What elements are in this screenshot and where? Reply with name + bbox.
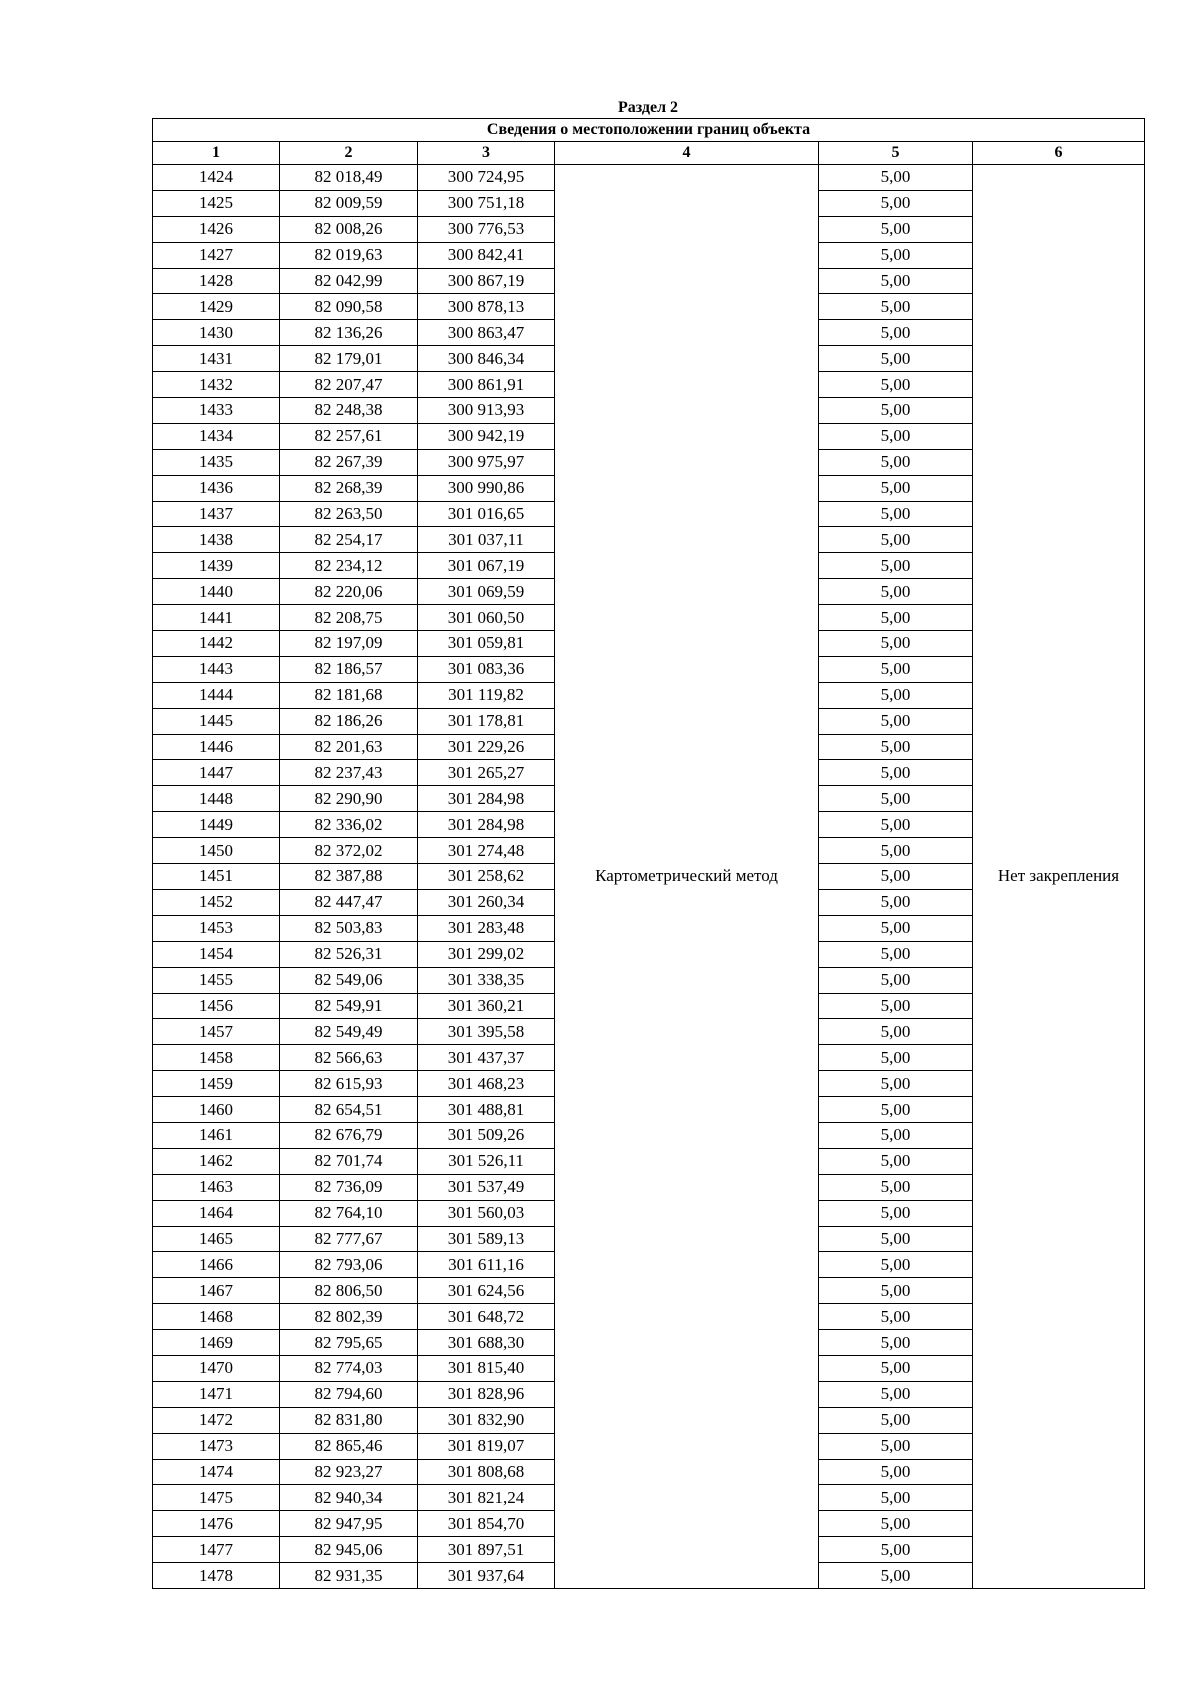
x-coordinate-cell: 82 923,27 [280,1459,418,1485]
accuracy-cell: 5,00 [819,656,973,682]
accuracy-cell: 5,00 [819,398,973,424]
y-coordinate-cell: 301 229,26 [418,734,555,760]
x-coordinate-cell: 82 008,26 [280,216,418,242]
accuracy-cell: 5,00 [819,812,973,838]
accuracy-cell: 5,00 [819,1433,973,1459]
accuracy-cell: 5,00 [819,268,973,294]
point-number-cell: 1467 [153,1278,280,1304]
x-coordinate-cell: 82 795,65 [280,1330,418,1356]
x-coordinate-cell: 82 549,06 [280,967,418,993]
x-coordinate-cell: 82 503,83 [280,915,418,941]
accuracy-cell: 5,00 [819,993,973,1019]
x-coordinate-cell: 82 387,88 [280,864,418,890]
y-coordinate-cell: 301 258,62 [418,864,555,890]
point-number-cell: 1464 [153,1200,280,1226]
point-number-cell: 1446 [153,734,280,760]
x-coordinate-cell: 82 207,47 [280,372,418,398]
y-coordinate-cell: 301 488,81 [418,1097,555,1123]
accuracy-cell: 5,00 [819,1071,973,1097]
accuracy-cell: 5,00 [819,1381,973,1407]
y-coordinate-cell: 301 828,96 [418,1381,555,1407]
x-coordinate-cell: 82 254,17 [280,527,418,553]
y-coordinate-cell: 300 776,53 [418,216,555,242]
accuracy-cell: 5,00 [819,708,973,734]
accuracy-cell: 5,00 [819,1537,973,1563]
accuracy-cell: 5,00 [819,786,973,812]
accuracy-cell: 5,00 [819,320,973,346]
y-coordinate-cell: 300 751,18 [418,190,555,216]
accuracy-cell: 5,00 [819,1045,973,1071]
accuracy-cell: 5,00 [819,915,973,941]
x-coordinate-cell: 82 179,01 [280,346,418,372]
point-number-cell: 1436 [153,475,280,501]
x-coordinate-cell: 82 931,35 [280,1563,418,1589]
x-coordinate-cell: 82 263,50 [280,501,418,527]
y-coordinate-cell: 301 067,19 [418,553,555,579]
point-number-cell: 1431 [153,346,280,372]
y-coordinate-cell: 301 284,98 [418,786,555,812]
point-number-cell: 1427 [153,242,280,268]
x-coordinate-cell: 82 566,63 [280,1045,418,1071]
point-number-cell: 1450 [153,838,280,864]
y-coordinate-cell: 301 560,03 [418,1200,555,1226]
y-coordinate-cell: 301 589,13 [418,1226,555,1252]
y-coordinate-cell: 300 990,86 [418,475,555,501]
point-number-cell: 1447 [153,760,280,786]
point-number-cell: 1440 [153,579,280,605]
accuracy-cell: 5,00 [819,864,973,890]
x-coordinate-cell: 82 267,39 [280,449,418,475]
x-coordinate-cell: 82 526,31 [280,941,418,967]
accuracy-cell: 5,00 [819,553,973,579]
y-coordinate-cell: 301 624,56 [418,1278,555,1304]
y-coordinate-cell: 301 897,51 [418,1537,555,1563]
y-coordinate-cell: 301 437,37 [418,1045,555,1071]
point-number-cell: 1443 [153,656,280,682]
x-coordinate-cell: 82 290,90 [280,786,418,812]
x-coordinate-cell: 82 945,06 [280,1537,418,1563]
accuracy-cell: 5,00 [819,1122,973,1148]
y-coordinate-cell: 301 119,82 [418,682,555,708]
y-coordinate-cell: 301 059,81 [418,631,555,657]
x-coordinate-cell: 82 865,46 [280,1433,418,1459]
column-header: 1 [153,142,280,165]
y-coordinate-cell: 300 724,95 [418,165,555,191]
point-number-cell: 1476 [153,1511,280,1537]
table-row [153,165,1145,191]
accuracy-cell: 5,00 [819,579,973,605]
y-coordinate-cell: 301 360,21 [418,993,555,1019]
point-number-cell: 1477 [153,1537,280,1563]
x-coordinate-cell: 82 336,02 [280,812,418,838]
accuracy-cell: 5,00 [819,165,973,191]
y-coordinate-cell: 301 526,11 [418,1148,555,1174]
accuracy-cell: 5,00 [819,605,973,631]
y-coordinate-cell: 300 846,34 [418,346,555,372]
point-number-cell: 1470 [153,1355,280,1381]
point-number-cell: 1433 [153,398,280,424]
x-coordinate-cell: 82 806,50 [280,1278,418,1304]
point-number-cell: 1437 [153,501,280,527]
x-coordinate-cell: 82 736,09 [280,1174,418,1200]
point-number-cell: 1471 [153,1381,280,1407]
x-coordinate-cell: 82 777,67 [280,1226,418,1252]
x-coordinate-cell: 82 802,39 [280,1304,418,1330]
accuracy-cell: 5,00 [819,631,973,657]
table-title: Сведения о местоположении границ объекта [153,119,1145,142]
accuracy-cell: 5,00 [819,1278,973,1304]
x-coordinate-cell: 82 947,95 [280,1511,418,1537]
point-number-cell: 1448 [153,786,280,812]
point-number-cell: 1432 [153,372,280,398]
y-coordinate-cell: 301 815,40 [418,1355,555,1381]
accuracy-cell: 5,00 [819,449,973,475]
point-number-cell: 1475 [153,1485,280,1511]
point-number-cell: 1452 [153,889,280,915]
x-coordinate-cell: 82 764,10 [280,1200,418,1226]
x-coordinate-cell: 82 549,49 [280,1019,418,1045]
y-coordinate-cell: 301 265,27 [418,760,555,786]
x-coordinate-cell: 82 042,99 [280,268,418,294]
x-coordinate-cell: 82 009,59 [280,190,418,216]
y-coordinate-cell: 301 808,68 [418,1459,555,1485]
point-number-cell: 1434 [153,423,280,449]
point-number-cell: 1472 [153,1407,280,1433]
method-cell: Картометрический метод [555,165,819,1589]
accuracy-cell: 5,00 [819,838,973,864]
y-coordinate-cell: 301 260,34 [418,889,555,915]
boundary-table [152,118,1145,1589]
accuracy-cell: 5,00 [819,1563,973,1589]
x-coordinate-cell: 82 676,79 [280,1122,418,1148]
accuracy-cell: 5,00 [819,527,973,553]
y-coordinate-cell: 300 913,93 [418,398,555,424]
point-number-cell: 1457 [153,1019,280,1045]
y-coordinate-cell: 301 060,50 [418,605,555,631]
fixation-cell: Нет закрепления [973,165,1145,1589]
point-number-cell: 1442 [153,631,280,657]
x-coordinate-cell: 82 257,61 [280,423,418,449]
y-coordinate-cell: 300 842,41 [418,242,555,268]
y-coordinate-cell: 301 819,07 [418,1433,555,1459]
accuracy-cell: 5,00 [819,1200,973,1226]
accuracy-cell: 5,00 [819,1097,973,1123]
section-title: Раздел 2 [617,99,679,116]
point-number-cell: 1426 [153,216,280,242]
y-coordinate-cell: 300 878,13 [418,294,555,320]
accuracy-cell: 5,00 [819,734,973,760]
accuracy-cell: 5,00 [819,1148,973,1174]
x-coordinate-cell: 82 018,49 [280,165,418,191]
accuracy-cell: 5,00 [819,294,973,320]
y-coordinate-cell: 301 178,81 [418,708,555,734]
x-coordinate-cell: 82 615,93 [280,1071,418,1097]
point-number-cell: 1444 [153,682,280,708]
point-number-cell: 1462 [153,1148,280,1174]
x-coordinate-cell: 82 774,03 [280,1355,418,1381]
x-coordinate-cell: 82 940,34 [280,1485,418,1511]
point-number-cell: 1453 [153,915,280,941]
x-coordinate-cell: 82 248,38 [280,398,418,424]
y-coordinate-cell: 301 083,36 [418,656,555,682]
x-coordinate-cell: 82 136,26 [280,320,418,346]
y-coordinate-cell: 301 395,58 [418,1019,555,1045]
y-coordinate-cell: 301 537,49 [418,1174,555,1200]
column-header: 6 [973,142,1145,165]
accuracy-cell: 5,00 [819,1485,973,1511]
column-header-row [153,142,1145,165]
accuracy-cell: 5,00 [819,1174,973,1200]
point-number-cell: 1459 [153,1071,280,1097]
x-coordinate-cell: 82 186,26 [280,708,418,734]
y-coordinate-cell: 301 037,11 [418,527,555,553]
accuracy-cell: 5,00 [819,1304,973,1330]
y-coordinate-cell: 301 468,23 [418,1071,555,1097]
document-page [152,98,1144,1589]
y-coordinate-cell: 301 688,30 [418,1330,555,1356]
y-coordinate-cell: 300 861,91 [418,372,555,398]
point-number-cell: 1430 [153,320,280,346]
point-number-cell: 1461 [153,1122,280,1148]
point-number-cell: 1465 [153,1226,280,1252]
accuracy-cell: 5,00 [819,346,973,372]
x-coordinate-cell: 82 220,06 [280,579,418,605]
accuracy-cell: 5,00 [819,1226,973,1252]
x-coordinate-cell: 82 186,57 [280,656,418,682]
accuracy-cell: 5,00 [819,190,973,216]
point-number-cell: 1435 [153,449,280,475]
column-header: 3 [418,142,555,165]
point-number-cell: 1445 [153,708,280,734]
point-number-cell: 1439 [153,553,280,579]
accuracy-cell: 5,00 [819,889,973,915]
x-coordinate-cell: 82 237,43 [280,760,418,786]
y-coordinate-cell: 301 821,24 [418,1485,555,1511]
accuracy-cell: 5,00 [819,1407,973,1433]
y-coordinate-cell: 300 975,97 [418,449,555,475]
y-coordinate-cell: 301 274,48 [418,838,555,864]
point-number-cell: 1438 [153,527,280,553]
x-coordinate-cell: 82 201,63 [280,734,418,760]
y-coordinate-cell: 300 863,47 [418,320,555,346]
point-number-cell: 1474 [153,1459,280,1485]
point-number-cell: 1428 [153,268,280,294]
y-coordinate-cell: 301 509,26 [418,1122,555,1148]
point-number-cell: 1429 [153,294,280,320]
accuracy-cell: 5,00 [819,1459,973,1485]
column-header: 2 [280,142,418,165]
accuracy-cell: 5,00 [819,475,973,501]
point-number-cell: 1466 [153,1252,280,1278]
column-header: 5 [819,142,973,165]
accuracy-cell: 5,00 [819,1511,973,1537]
x-coordinate-cell: 82 654,51 [280,1097,418,1123]
point-number-cell: 1463 [153,1174,280,1200]
point-number-cell: 1455 [153,967,280,993]
point-number-cell: 1451 [153,864,280,890]
point-number-cell: 1449 [153,812,280,838]
x-coordinate-cell: 82 793,06 [280,1252,418,1278]
accuracy-cell: 5,00 [819,372,973,398]
x-coordinate-cell: 82 234,12 [280,553,418,579]
x-coordinate-cell: 82 181,68 [280,682,418,708]
point-number-cell: 1478 [153,1563,280,1589]
point-number-cell: 1458 [153,1045,280,1071]
x-coordinate-cell: 82 268,39 [280,475,418,501]
accuracy-cell: 5,00 [819,1019,973,1045]
point-number-cell: 1460 [153,1097,280,1123]
y-coordinate-cell: 301 937,64 [418,1563,555,1589]
accuracy-cell: 5,00 [819,423,973,449]
accuracy-cell: 5,00 [819,682,973,708]
x-coordinate-cell: 82 197,09 [280,631,418,657]
x-coordinate-cell: 82 372,02 [280,838,418,864]
accuracy-cell: 5,00 [819,967,973,993]
accuracy-cell: 5,00 [819,1330,973,1356]
column-header: 4 [555,142,819,165]
accuracy-cell: 5,00 [819,760,973,786]
y-coordinate-cell: 301 283,48 [418,915,555,941]
y-coordinate-cell: 301 338,35 [418,967,555,993]
x-coordinate-cell: 82 794,60 [280,1381,418,1407]
point-number-cell: 1473 [153,1433,280,1459]
accuracy-cell: 5,00 [819,1252,973,1278]
accuracy-cell: 5,00 [819,216,973,242]
y-coordinate-cell: 301 299,02 [418,941,555,967]
point-number-cell: 1424 [153,165,280,191]
y-coordinate-cell: 301 832,90 [418,1407,555,1433]
x-coordinate-cell: 82 831,80 [280,1407,418,1433]
accuracy-cell: 5,00 [819,941,973,967]
y-coordinate-cell: 301 854,70 [418,1511,555,1537]
y-coordinate-cell: 300 942,19 [418,423,555,449]
accuracy-cell: 5,00 [819,1355,973,1381]
y-coordinate-cell: 301 648,72 [418,1304,555,1330]
y-coordinate-cell: 301 069,59 [418,579,555,605]
x-coordinate-cell: 82 549,91 [280,993,418,1019]
point-number-cell: 1456 [153,993,280,1019]
y-coordinate-cell: 300 867,19 [418,268,555,294]
table-body [153,165,1145,1589]
y-coordinate-cell: 301 016,65 [418,501,555,527]
x-coordinate-cell: 82 701,74 [280,1148,418,1174]
x-coordinate-cell: 82 447,47 [280,889,418,915]
accuracy-cell: 5,00 [819,242,973,268]
point-number-cell: 1454 [153,941,280,967]
point-number-cell: 1425 [153,190,280,216]
x-coordinate-cell: 82 208,75 [280,605,418,631]
x-coordinate-cell: 82 019,63 [280,242,418,268]
x-coordinate-cell: 82 090,58 [280,294,418,320]
accuracy-cell: 5,00 [819,501,973,527]
y-coordinate-cell: 301 284,98 [418,812,555,838]
point-number-cell: 1468 [153,1304,280,1330]
y-coordinate-cell: 301 611,16 [418,1252,555,1278]
point-number-cell: 1469 [153,1330,280,1356]
point-number-cell: 1441 [153,605,280,631]
